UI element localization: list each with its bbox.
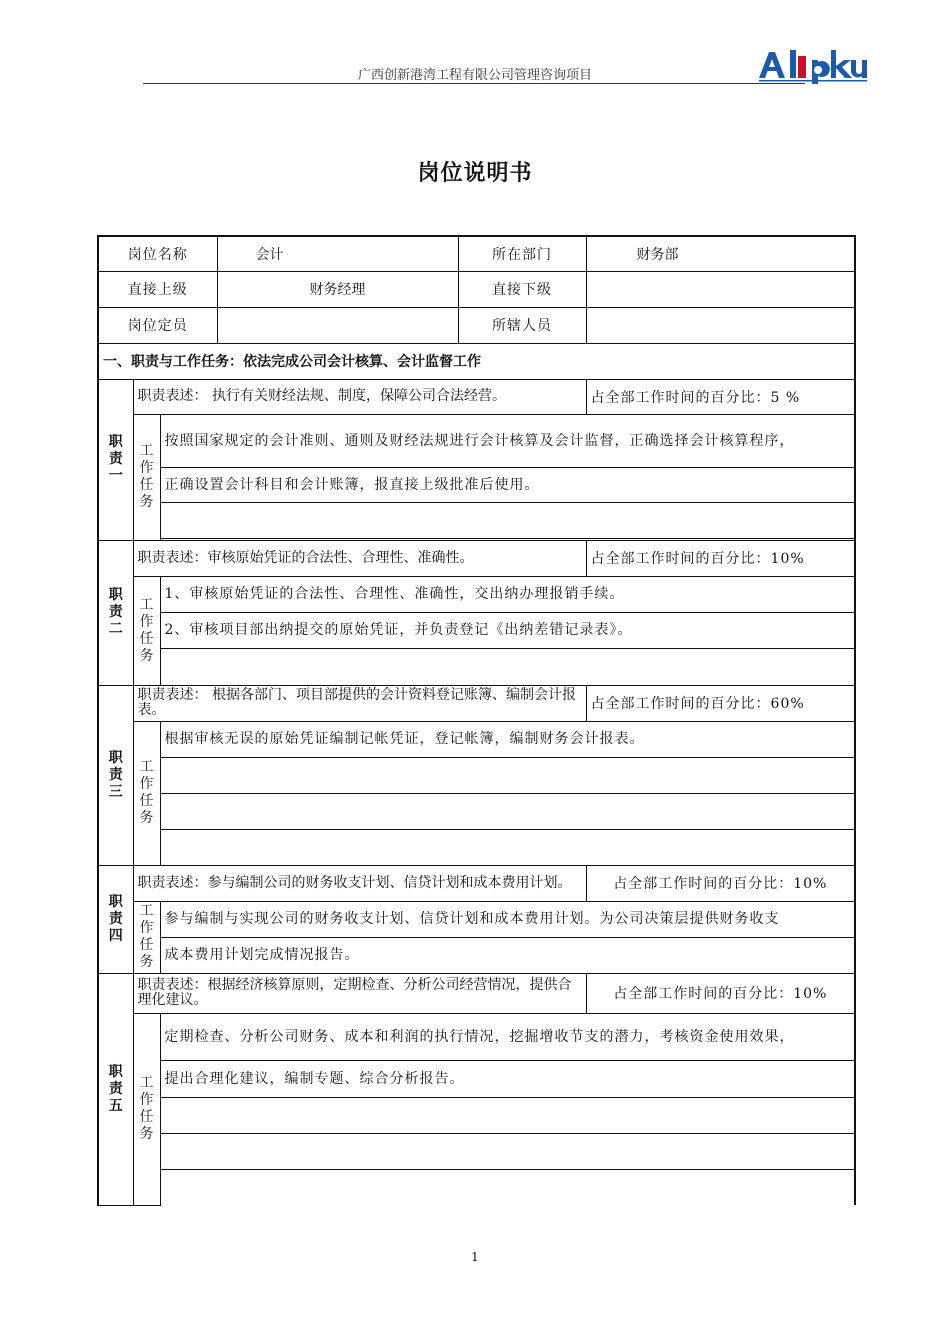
duty-description: 职责表述：参与编制公司的财务收支计划、信贷计划和成本费用计划。 — [133, 865, 586, 901]
duty-description: 职责表述：审核原始凭证的合法性、合理性、准确性。 — [133, 540, 586, 576]
task-item: 成本费用计划完成情况报告。 — [160, 937, 855, 973]
position-name-label: 岗位名称 — [98, 236, 217, 271]
headcount-label: 岗位定员 — [98, 307, 217, 343]
duty-label: 职 责 四 — [98, 865, 133, 973]
task-label: 工 作 任 务 — [133, 721, 160, 865]
superior-label: 直接上级 — [98, 271, 217, 307]
duty-description: 职责表述： 根据各部门、项目部提供的会计资料登记账簿、编制会计报表。 — [133, 685, 586, 721]
task-label: 工 作 任 务 — [133, 901, 160, 973]
task-item: 定期检查、分析公司财务、成本和利润的执行情况，挖掘增收节支的潜力，考核资金使用效果， — [160, 1013, 855, 1060]
task-item: 2、审核项目部出纳提交的原始凭证，并负责登记《出纳差错记录表》。 — [160, 612, 855, 648]
task-item: 根据审核无误的原始凭证编制记帐凭证，登记帐簿，编制财务会计报表。 — [160, 721, 855, 757]
task-item: 参与编制与实现公司的财务收支计划、信贷计划和成本费用计划。为公司决策层提供财务收支 — [160, 901, 855, 937]
task-item — [160, 1169, 855, 1205]
duty-time-percent: 占全部工作时间的百分比：60% — [586, 685, 855, 721]
task-item — [160, 793, 855, 829]
duty-label: 职 责 五 — [98, 973, 133, 1205]
staff-label: 所辖人员 — [458, 307, 586, 343]
duty-time-percent: 占全部工作时间的百分比：10% — [586, 540, 855, 576]
allpku-logo — [757, 46, 869, 84]
task-item — [160, 829, 855, 865]
duty-time-percent: 占全部工作时间的百分比：5 % — [586, 379, 855, 414]
task-item — [160, 1097, 855, 1133]
staff-value — [586, 307, 855, 343]
subordinate-value — [586, 271, 855, 307]
section-title: 一、职责与工作任务：依法完成公司会计核算、会计监督工作 — [98, 343, 855, 379]
task-label: 工 作 任 务 — [133, 576, 160, 685]
department-label: 所在部门 — [458, 236, 586, 271]
duty-time-percent: 占全部工作时间的百分比：10% — [586, 973, 855, 1013]
task-label: 工 作 任 务 — [133, 414, 160, 540]
duty-label: 职 责 一 — [98, 379, 133, 540]
task-item — [160, 757, 855, 793]
document-title: 岗位说明书 — [417, 161, 533, 186]
subordinate-label: 直接下级 — [458, 271, 586, 307]
duty-description: 职责表述：根据经济核算原则，定期检查、分析公司经营情况，提供合理化建议。 — [133, 973, 586, 1013]
task-item: 提出合理化建议，编制专题、综合分析报告。 — [160, 1060, 855, 1097]
department-value: 财务部 — [586, 236, 855, 271]
superior-value: 财务经理 — [217, 271, 458, 307]
duty-description: 职责表述： 执行有关财经法规、制度，保障公司合法经营。 — [133, 379, 586, 414]
header-project-title: 广西创新港湾工程有限公司管理咨询项目 — [357, 68, 592, 83]
task-item: 按照国家规定的会计准则、通则及财经法规进行会计核算及会计监督，正确选择会计核算程序， — [160, 414, 855, 467]
duty-time-percent: 占全部工作时间的百分比：10% — [586, 865, 855, 901]
duty-label: 职 责 二 — [98, 540, 133, 685]
position-name-value: 会计 — [217, 236, 458, 271]
task-item: 正确设置会计科目和会计账簿，报直接上级批准后使用。 — [160, 467, 855, 502]
page-number: 1 — [471, 1250, 479, 1264]
duty-label: 职 责 三 — [98, 685, 133, 865]
headcount-value — [217, 307, 458, 343]
task-label: 工 作 任 务 — [133, 1013, 160, 1205]
task-item — [160, 1133, 855, 1169]
task-item: 1、审核原始凭证的合法性、合理性、准确性，交出纳办理报销手续。 — [160, 576, 855, 612]
job-description-table — [97, 235, 856, 1206]
task-item — [160, 648, 855, 685]
header-rule — [143, 83, 805, 84]
task-item — [160, 502, 855, 538]
